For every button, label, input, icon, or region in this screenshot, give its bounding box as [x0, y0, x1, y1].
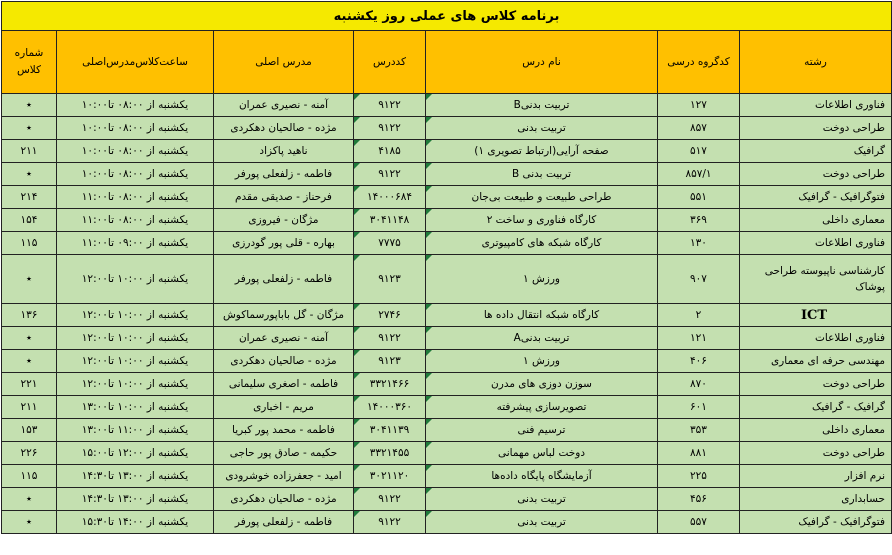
- table-row: [2, 396, 892, 419]
- cell-course-name: ورزش ۱: [426, 255, 658, 304]
- cell-course-name: ورزش ۱: [426, 350, 658, 373]
- cell-group-code: ۲۲۵: [658, 465, 740, 488]
- table-row: [2, 465, 892, 488]
- header-major: رشته: [740, 31, 892, 94]
- cell-course-code: ۷۷۷۵: [354, 232, 426, 255]
- table-row: [2, 373, 892, 396]
- cell-group-code: ۱۲۷: [658, 94, 740, 117]
- header-course-name: نام درس: [426, 31, 658, 94]
- cell-group-code: ۱۲۱: [658, 327, 740, 350]
- cell-group-code: ۴۰۶: [658, 350, 740, 373]
- table-row: [2, 442, 892, 465]
- cell-room: ٭: [2, 350, 57, 373]
- table-row: [2, 163, 892, 186]
- cell-group-code: ۸۵۷/۱: [658, 163, 740, 186]
- cell-room: ۱۱۵: [2, 465, 57, 488]
- cell-room: ۲۲۱: [2, 373, 57, 396]
- cell-course-name: تربیت بدنی B: [426, 163, 658, 186]
- cell-course-name: تربیت بدنی: [426, 117, 658, 140]
- cell-room: ۲۱۴: [2, 186, 57, 209]
- cell-course-name: کارگاه شبکه های کامپیوتری: [426, 232, 658, 255]
- cell-group-code: ۳۵۳: [658, 419, 740, 442]
- cell-teacher: فاطمه - محمد پور کبریا: [214, 419, 354, 442]
- cell-time: یکشنبه از ۱۲:۰۰ تا۱۵:۰۰: [57, 442, 214, 465]
- cell-room: ۱۵۴: [2, 209, 57, 232]
- cell-time: یکشنبه از ۱۴:۰۰ تا۱۵:۳۰: [57, 511, 214, 534]
- cell-course-name: صفحه آرایی(ارتباط تصویری ۱): [426, 140, 658, 163]
- cell-group-code: ۸۵۷: [658, 117, 740, 140]
- cell-major: فناوری اطلاعات: [740, 327, 892, 350]
- cell-course-code: ۱۴۰۰۰۳۶۰: [354, 396, 426, 419]
- cell-major: فناوری اطلاعات: [740, 232, 892, 255]
- cell-course-code: ۱۴۰۰۰۶۸۴: [354, 186, 426, 209]
- cell-course-code: ۹۱۲۲: [354, 511, 426, 534]
- cell-course-code: ۹۱۲۳: [354, 350, 426, 373]
- cell-room: ٭: [2, 488, 57, 511]
- cell-teacher: مژگان - گل باباپورسماکوش: [214, 304, 354, 327]
- cell-group-code: ۵۵۷: [658, 511, 740, 534]
- cell-group-code: ۸۸۱: [658, 442, 740, 465]
- cell-time: یکشنبه از ۰۸:۰۰ تا۱۱:۰۰: [57, 209, 214, 232]
- cell-teacher: مژده - صالحیان دهکردی: [214, 488, 354, 511]
- cell-course-code: ۹۱۲۲: [354, 94, 426, 117]
- cell-time: یکشنبه از ۱۳:۰۰ تا۱۴:۳۰: [57, 488, 214, 511]
- cell-time: یکشنبه از ۰۸:۰۰ تا۱۰:۰۰: [57, 163, 214, 186]
- header-teacher: مدرس اصلی: [214, 31, 354, 94]
- cell-group-code: ۱۳۰: [658, 232, 740, 255]
- header-time: ساعت‌کلاس‌مدرس‌اصلی: [57, 31, 214, 94]
- cell-course-code: ۳۳۲۱۴۶۶: [354, 373, 426, 396]
- cell-course-code: ۲۷۴۶: [354, 304, 426, 327]
- cell-room: ٭: [2, 163, 57, 186]
- table-row: [2, 255, 892, 304]
- cell-major: معماری داخلی: [740, 419, 892, 442]
- cell-room: ٭: [2, 117, 57, 140]
- cell-teacher: فرحناز - صدیقی مقدم: [214, 186, 354, 209]
- cell-teacher: فاطمه - زلفعلی پورفر: [214, 255, 354, 304]
- cell-major: گرافیک: [740, 140, 892, 163]
- cell-room: ۱۱۵: [2, 232, 57, 255]
- table-row: [2, 140, 892, 163]
- cell-major: فناوری اطلاعات: [740, 94, 892, 117]
- cell-teacher: آمنه - نصیری عمران: [214, 94, 354, 117]
- cell-room: ٭: [2, 511, 57, 534]
- cell-teacher: مژگان - فیروزی: [214, 209, 354, 232]
- cell-course-code: ۳۰۴۱۱۳۹: [354, 419, 426, 442]
- cell-course-name: ترسیم فنی: [426, 419, 658, 442]
- table-row: [2, 350, 892, 373]
- cell-course-code: ۹۱۲۲: [354, 488, 426, 511]
- cell-time: یکشنبه از ۱۰:۰۰ تا۱۲:۰۰: [57, 304, 214, 327]
- cell-teacher: آمنه - نصیری عمران: [214, 327, 354, 350]
- cell-teacher: فاطمه - زلفعلی پورفر: [214, 511, 354, 534]
- cell-time: یکشنبه از ۰۸:۰۰ تا۱۰:۰۰: [57, 140, 214, 163]
- table-row: [2, 304, 892, 327]
- table-row: [2, 117, 892, 140]
- cell-room: ٭: [2, 94, 57, 117]
- cell-room: ۲۱۱: [2, 396, 57, 419]
- table-row: [2, 209, 892, 232]
- table-row: [2, 186, 892, 209]
- cell-teacher: فاطمه - زلفعلی پورفر: [214, 163, 354, 186]
- cell-time: یکشنبه از ۱۳:۰۰ تا۱۴:۳۰: [57, 465, 214, 488]
- cell-room: ۲۲۶: [2, 442, 57, 465]
- cell-teacher: مژده - صالحیان دهکردی: [214, 350, 354, 373]
- cell-course-name: تربیت بدنی: [426, 511, 658, 534]
- cell-course-code: ۴۱۸۵: [354, 140, 426, 163]
- table-title: برنامه کلاس های عملی روز یکشنبه: [2, 2, 892, 31]
- cell-course-code: ۳۰۲۱۱۲۰: [354, 465, 426, 488]
- cell-course-name: دوخت لباس مهمانی: [426, 442, 658, 465]
- cell-course-name: سوزن دوزی های مدرن: [426, 373, 658, 396]
- cell-room: ۱۵۳: [2, 419, 57, 442]
- cell-teacher: حکیمه - صادق پور حاجی: [214, 442, 354, 465]
- cell-major: طراحی دوخت: [740, 117, 892, 140]
- table-row: [2, 419, 892, 442]
- cell-course-code: ۳۳۲۱۴۵۵: [354, 442, 426, 465]
- cell-major: فتوگرافیک - گرافیک: [740, 511, 892, 534]
- cell-time: یکشنبه از ۰۸:۰۰ تا۱۰:۰۰: [57, 117, 214, 140]
- cell-teacher: امید - جعفرزاده خوشرودی: [214, 465, 354, 488]
- cell-major: فتوگرافیک - گرافیک: [740, 186, 892, 209]
- cell-time: یکشنبه از ۱۰:۰۰ تا۱۳:۰۰: [57, 396, 214, 419]
- cell-room: ۱۳۶: [2, 304, 57, 327]
- cell-major: کارشناسی ناپیوسته طراحی پوشاک: [740, 255, 892, 304]
- cell-time: یکشنبه از ۰۹:۰۰ تا۱۱:۰۰: [57, 232, 214, 255]
- cell-time: یکشنبه از ۰۸:۰۰ تا۱۱:۰۰: [57, 186, 214, 209]
- cell-major: ICT: [740, 304, 892, 327]
- cell-course-name: کارگاه فناوری و ساخت ۲: [426, 209, 658, 232]
- schedule-table: [1, 1, 892, 534]
- cell-course-name: تصویرسازی پیشرفته: [426, 396, 658, 419]
- cell-course-code: ۹۱۲۳: [354, 255, 426, 304]
- header-course-code: کددرس: [354, 31, 426, 94]
- cell-teacher: ناهید پاکزاد: [214, 140, 354, 163]
- cell-group-code: ۸۷۰: [658, 373, 740, 396]
- cell-major: طراحی دوخت: [740, 373, 892, 396]
- cell-group-code: ۵۱۷: [658, 140, 740, 163]
- cell-room: ٭: [2, 255, 57, 304]
- cell-teacher: فاطمه - اصغری سلیمانی: [214, 373, 354, 396]
- header-group-code: کدگروه درسی: [658, 31, 740, 94]
- cell-group-code: ۴۵۶: [658, 488, 740, 511]
- cell-teacher: مریم - اخباری: [214, 396, 354, 419]
- cell-time: یکشنبه از ۱۰:۰۰ تا۱۲:۰۰: [57, 327, 214, 350]
- cell-teacher: مژده - صالحیان دهکردی: [214, 117, 354, 140]
- cell-major: نرم افزار: [740, 465, 892, 488]
- cell-course-name: تربیت بدنی: [426, 488, 658, 511]
- cell-group-code: ۵۵۱: [658, 186, 740, 209]
- cell-time: یکشنبه از ۱۰:۰۰ تا۱۲:۰۰: [57, 373, 214, 396]
- cell-course-name: کارگاه شبکه انتقال داده ها: [426, 304, 658, 327]
- title-row: [2, 2, 892, 31]
- table-row: [2, 488, 892, 511]
- cell-course-name: آزمایشگاه پایگاه داده‌ها: [426, 465, 658, 488]
- cell-time: یکشنبه از ۰۸:۰۰ تا۱۰:۰۰: [57, 94, 214, 117]
- cell-course-name: تربیت بدنیB: [426, 94, 658, 117]
- cell-room: ٭: [2, 327, 57, 350]
- cell-group-code: ۳۶۹: [658, 209, 740, 232]
- cell-major: معماری داخلی: [740, 209, 892, 232]
- cell-major: حسابداری: [740, 488, 892, 511]
- cell-group-code: ۲: [658, 304, 740, 327]
- table-row: [2, 511, 892, 534]
- table-row: [2, 232, 892, 255]
- table-row: [2, 327, 892, 350]
- cell-course-code: ۳۰۴۱۱۴۸: [354, 209, 426, 232]
- header-row: [2, 31, 892, 94]
- cell-course-code: ۹۱۲۲: [354, 327, 426, 350]
- cell-course-code: ۹۱۲۲: [354, 117, 426, 140]
- cell-major: مهندسی حرفه ای معماری: [740, 350, 892, 373]
- cell-major: طراحی دوخت: [740, 163, 892, 186]
- cell-time: یکشنبه از ۱۱:۰۰ تا۱۳:۰۰: [57, 419, 214, 442]
- cell-major: گرافیک - گرافیک: [740, 396, 892, 419]
- table-row: [2, 94, 892, 117]
- cell-course-name: تربیت بدنیA: [426, 327, 658, 350]
- cell-course-name: طراحی طبیعت و طبیعت بی‌جان: [426, 186, 658, 209]
- cell-group-code: ۶۰۱: [658, 396, 740, 419]
- cell-room: ۲۱۱: [2, 140, 57, 163]
- cell-group-code: ۹۰۷: [658, 255, 740, 304]
- cell-major: طراحی دوخت: [740, 442, 892, 465]
- header-room: شماره کلاس: [2, 31, 57, 94]
- cell-course-code: ۹۱۲۲: [354, 163, 426, 186]
- cell-teacher: بهاره - قلی پور گودرزی: [214, 232, 354, 255]
- cell-time: یکشنبه از ۱۰:۰۰ تا۱۲:۰۰: [57, 255, 214, 304]
- cell-time: یکشنبه از ۱۰:۰۰ تا۱۲:۰۰: [57, 350, 214, 373]
